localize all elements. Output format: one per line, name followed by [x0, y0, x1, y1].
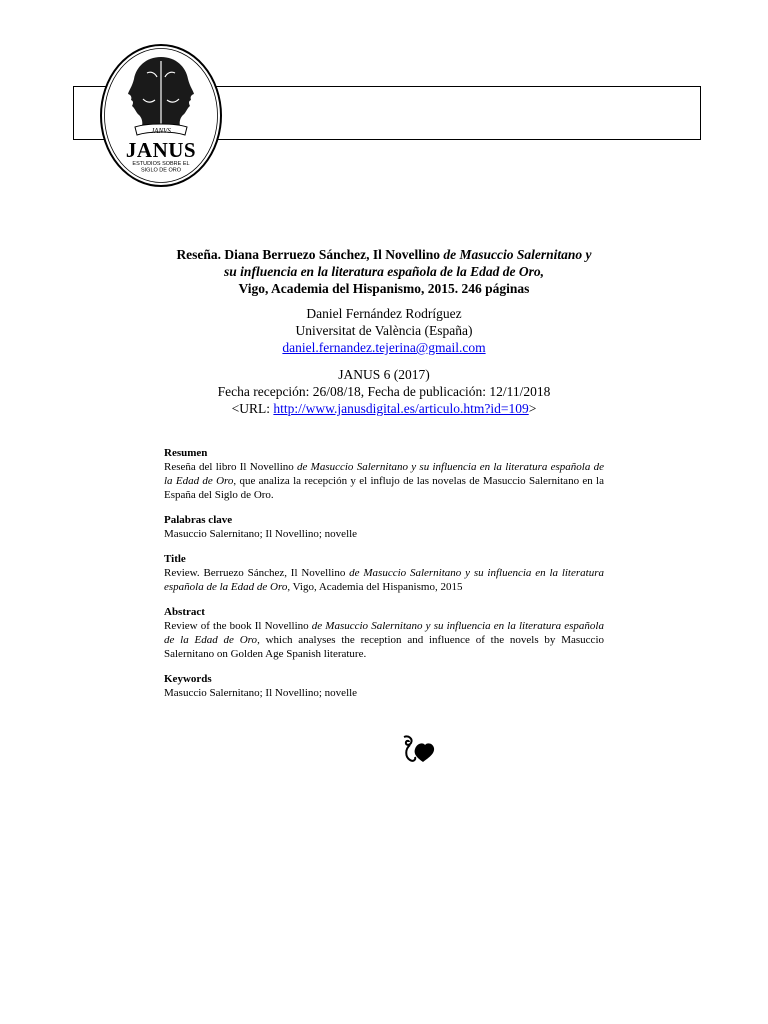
- section-body: [164, 566, 604, 594]
- section-heading: Palabras clave: [164, 514, 233, 526]
- section-title: [164, 552, 604, 594]
- section-abstract: [164, 605, 604, 661]
- title-en-text-italic: de Masuccio Salernitano y su influencia en la literatura española de la Edad de Oro: [164, 567, 604, 593]
- abstract-text-italic: de Masuccio Salernitano y su influencia en la literatura española de la Edad de Oro: [164, 620, 604, 646]
- logo-subtitle-1: ESTUDIOS SOBRE EL: [132, 161, 190, 167]
- title-line-2-italic: su influencia en la literatura española de la Edad de Oro,: [224, 264, 544, 279]
- url-suffix: >: [528, 401, 537, 416]
- article-url-link[interactable]: http://www.janusdigital.es/articulo.htm?id=109: [273, 401, 529, 416]
- title-line-1: [110, 246, 658, 263]
- abstract-sections: [164, 446, 604, 711]
- url-prefix: <URL:: [231, 401, 274, 416]
- journal-url-line: [110, 400, 658, 417]
- article-title: [110, 246, 658, 297]
- abstract-text-a: Review of the book Il Novellino: [164, 620, 312, 632]
- janus-logo: [99, 43, 223, 188]
- title-line-2: [110, 263, 658, 280]
- title-en-text-b: , Vigo, Academia del Hispanismo, 2015: [287, 581, 463, 593]
- author-name: Daniel Fernández Rodríguez: [306, 306, 462, 321]
- section-body: [164, 460, 604, 502]
- author-affiliation: Universitat de València (España): [295, 323, 473, 338]
- resumen-text-b: , que analiza la recepción y el influjo de las novelas de Masuccio Salernitano en la España del Siglo de Oro.: [164, 475, 605, 501]
- logo-subtitle-2: SIGLO DE ORO: [140, 167, 182, 174]
- section-palabras-clave: [164, 513, 604, 541]
- resumen-text-a: Reseña del libro Il Novellino: [164, 461, 298, 473]
- title-line-1-italic: de Masuccio Salernitano y: [443, 247, 592, 262]
- logo-ribbon-text: JANVS: [151, 127, 171, 135]
- logo-name: JANUS: [125, 138, 197, 162]
- title-line-1-normal: Reseña. Diana Berruezo Sánchez, Il Novellino: [176, 247, 444, 262]
- section-body: [164, 619, 604, 661]
- author-block: [110, 305, 658, 356]
- section-heading: Abstract: [164, 606, 205, 618]
- section-heading: Resumen: [164, 447, 208, 459]
- section-keywords: [164, 672, 604, 700]
- section-resumen: [164, 446, 604, 502]
- author-email-link[interactable]: daniel.fernandez.tejerina@gmail.com: [282, 340, 486, 355]
- title-line-3: Vigo, Academia del Hispanismo, 2015. 246 páginas: [238, 281, 530, 296]
- section-heading: Keywords: [164, 673, 212, 685]
- section-body: Masuccio Salernitano; Il Novellino; novelle: [164, 528, 358, 540]
- section-heading: Title: [164, 553, 186, 565]
- fleuron-ornament-icon: [401, 733, 437, 765]
- journal-info: [110, 366, 658, 417]
- abstract-text-b: , which analyses the reception and influence of the novels by Masuccio Salernitano on Golden Age Spanish literature.: [164, 634, 604, 660]
- section-body: Masuccio Salernitano; Il Novellino; novelle: [164, 687, 358, 699]
- title-en-text-a: Review. Berruezo Sánchez, Il Novellino: [164, 567, 350, 579]
- journal-issue: JANUS 6 (2017): [338, 367, 430, 382]
- resumen-text-italic: de Masuccio Salernitano y su influencia en la literatura española de la Edad de Oro: [164, 461, 604, 487]
- journal-dates: Fecha recepción: 26/08/18, Fecha de publicación: 12/11/2018: [217, 384, 551, 399]
